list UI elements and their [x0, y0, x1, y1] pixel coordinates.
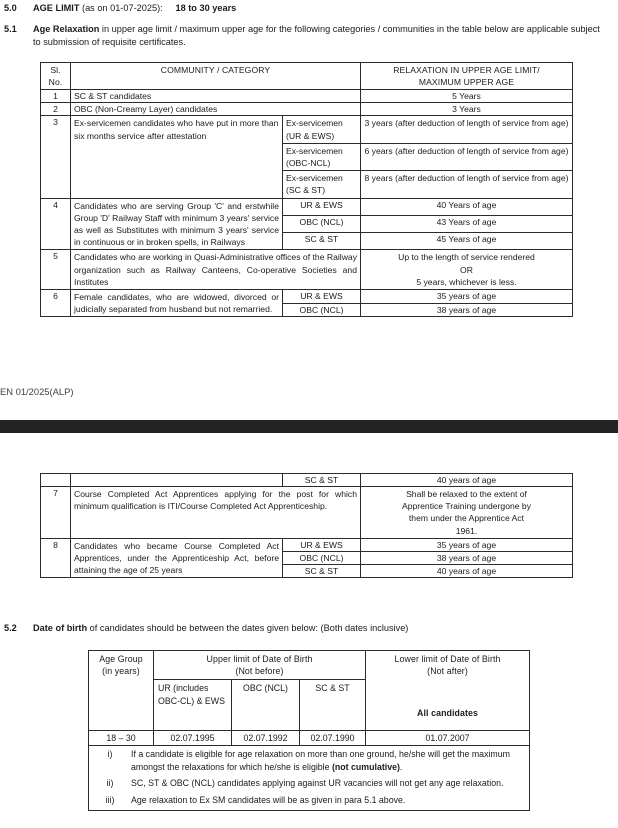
row-sl-no: 8 — [41, 538, 71, 578]
row-sl-no: 6 — [41, 290, 71, 317]
sl-no-line1: Sl. — [50, 65, 61, 75]
lower-limit-line1: Lower limit of Date of Birth — [394, 654, 501, 664]
upper-limit-line1: Upper limit of Date of Birth — [206, 654, 313, 664]
column-header-age-group — [89, 651, 154, 731]
sub-header-scst: SC & ST — [300, 680, 366, 731]
row-relaxation: 3 Years — [361, 103, 573, 116]
table-row — [41, 538, 573, 551]
section-number-5-0: 5.0 — [4, 3, 17, 13]
sl-no-line2: No. — [48, 77, 63, 88]
row-subcategory: UR & EWS — [283, 198, 361, 215]
table-row — [41, 90, 573, 103]
relaxation-line-3: them under the Apprentice Act — [408, 513, 525, 524]
row-subcategory: Ex-servicemen (UR & EWS) — [283, 116, 361, 143]
row-subcategory: SC & ST — [283, 233, 361, 250]
note-text-bold: (not cumulative) — [331, 761, 400, 772]
row-subcategory: SC & ST — [283, 565, 361, 578]
dob-all-date: 01.07.2007 — [366, 731, 530, 746]
dob-notes-row — [89, 746, 530, 811]
column-header-community: COMMUNITY / CATEGORY — [71, 63, 361, 90]
relaxation-line-1: Shall be relaxed to the extent of — [406, 489, 527, 499]
row-subcategory: OBC (NCL) — [283, 552, 361, 565]
note-text-before: If a candidate is eligible for age relaxation on more than one ground, he/she will get the maximum amongst the relaxations for which he/she is eligible — [131, 749, 510, 772]
row-sl-no: 3 — [41, 116, 71, 198]
table-row — [41, 103, 573, 116]
sub-header-obc: OBC (NCL) — [232, 680, 300, 731]
row-relaxation: 40 years of age — [361, 474, 573, 487]
column-header-upper-limit — [154, 651, 366, 680]
age-limit-as-on: (as on 01-07-2025): — [79, 3, 163, 13]
sub-header-all-candidates: All candidates — [417, 708, 479, 719]
row-relaxation: 40 Years of age — [361, 198, 573, 215]
row-subcategory: OBC (NCL) — [283, 215, 361, 232]
row-relaxation: 5 Years — [361, 90, 573, 103]
relaxation-line-2: OR — [460, 264, 473, 275]
row-community: SC & ST candidates — [71, 90, 361, 103]
row-community: OBC (Non-Creamy Layer) candidates — [71, 103, 361, 116]
row-community: Ex-servicemen candidates who have put in more than six months service after attestation — [71, 116, 283, 198]
sub-header-ur: UR (includes OBC-CL) & EWS — [154, 680, 232, 731]
dob-lead: Date of birth — [33, 623, 88, 633]
row-relaxation: 8 years (after deduction of length of service from age) — [361, 171, 573, 198]
row-sl-no: 2 — [41, 103, 71, 116]
section-number-5-2: 5.2 — [4, 623, 17, 633]
row-relaxation — [361, 250, 573, 290]
row-relaxation — [361, 487, 573, 539]
dob-ur-date: 02.07.1995 — [154, 731, 232, 746]
notes-container — [89, 746, 530, 811]
row-relaxation: 3 years (after deduction of length of service from age) — [361, 116, 573, 143]
list-item — [93, 775, 525, 791]
lower-limit-line2: (Not after) — [427, 666, 468, 677]
note-text: Age relaxation to Ex SM candidates will be as given in para 5.1 above. — [131, 794, 406, 805]
relaxation-line-1: Up to the length of service rendered — [398, 252, 535, 263]
row-relaxation: 6 years (after deduction of length of service from age) — [361, 143, 573, 170]
relaxation-line-3: 5 years, whichever is less. — [416, 276, 517, 287]
relaxation-header-line2: MAXIMUM UPPER AGE — [418, 77, 515, 88]
table-row — [41, 198, 573, 215]
section-date-of-birth-body — [33, 622, 618, 635]
note-text — [127, 746, 525, 775]
note-marker: ii) — [106, 778, 114, 789]
row-subcategory: OBC (NCL) — [283, 303, 361, 317]
row-community-empty — [71, 474, 283, 487]
row-relaxation: 38 years of age — [361, 552, 573, 565]
note-text: SC, ST & OBC (NCL) candidates applying against UR vacancies will not get any age relaxation. — [131, 778, 504, 789]
age-limit-value: 18 to 30 years — [175, 3, 237, 13]
row-subcategory: SC & ST — [283, 474, 361, 487]
row-subcategory: Ex-servicemen (OBC-NCL) — [283, 143, 361, 170]
list-item — [93, 792, 525, 808]
document-reference: EN 01/2025(ALP) — [0, 386, 74, 397]
age-relaxation-table-continued — [40, 473, 573, 578]
section-age-relaxation — [0, 23, 618, 49]
row-relaxation: 35 years of age — [361, 538, 573, 551]
table-row — [41, 250, 573, 290]
section-age-relaxation-body — [33, 23, 618, 49]
table-row-continued — [41, 474, 573, 487]
row-sl-no: 7 — [41, 487, 71, 539]
age-group-line2: (in years) — [102, 666, 140, 677]
section-date-of-birth — [0, 622, 618, 635]
column-header-lower-limit — [366, 651, 530, 731]
row-relaxation: 43 Years of age — [361, 215, 573, 232]
table-row — [41, 290, 573, 304]
upper-limit-line2: (Not before) — [235, 666, 284, 677]
relaxation-line-4: 1961. — [455, 525, 478, 536]
row-sl-no: 5 — [41, 250, 71, 290]
row-community: Female candidates, who are widowed, divorced or judicially separated from husband but not remarried. — [71, 290, 283, 317]
row-community: Candidates who are serving Group 'C' and erstwhile Group 'D' Railway Staff with minimum 3 years' service as well as Substitutes with minimum 3 years' service in continuous or in broken spells, in Railways — [71, 198, 283, 250]
table-header-row — [41, 63, 573, 90]
dob-value-row — [89, 731, 530, 746]
age-limit-heading: AGE LIMIT — [33, 3, 80, 13]
row-sl-no: 1 — [41, 90, 71, 103]
notes-list — [93, 746, 525, 808]
note-marker: iii) — [105, 794, 115, 805]
table-row — [41, 487, 573, 539]
table-row — [41, 116, 573, 143]
section-age-limit — [0, 2, 618, 15]
list-item — [93, 746, 525, 775]
row-community: Candidates who are working in Quasi-Administrative offices of the Railway organization such as Railway Canteens, Co-operative Societies and Institutes — [71, 250, 361, 290]
dob-text: of candidates should be between the dates given below: (Both dates inclusive) — [87, 623, 409, 633]
note-text-after: . — [399, 761, 403, 772]
dob-obc-date: 02.07.1992 — [232, 731, 300, 746]
date-of-birth-table — [88, 650, 530, 811]
row-subcategory: UR & EWS — [283, 290, 361, 304]
dob-scst-date: 02.07.1990 — [300, 731, 366, 746]
column-header-sl-no — [41, 63, 71, 90]
age-relaxation-lead: Age Relaxation — [33, 24, 100, 34]
column-header-relaxation — [361, 63, 573, 90]
row-relaxation: 38 years of age — [361, 303, 573, 317]
row-relaxation: 35 years of age — [361, 290, 573, 304]
section-age-limit-body — [33, 2, 618, 15]
relaxation-line-2: Apprentice Training undergone by — [402, 501, 531, 512]
row-sl-no: 4 — [41, 198, 71, 250]
row-relaxation: 45 Years of age — [361, 233, 573, 250]
page-break-band — [0, 420, 618, 433]
row-community: Candidates who became Course Completed Act Apprentices, under the Apprenticeship Act, before attaining the age of 25 years — [71, 538, 283, 578]
age-group-line1: Age Group — [99, 654, 143, 664]
dob-age-group: 18 – 30 — [89, 731, 154, 746]
age-relaxation-table — [40, 62, 573, 317]
row-sl-no-empty — [41, 474, 71, 487]
row-relaxation: 40 years of age — [361, 565, 573, 578]
row-subcategory: UR & EWS — [283, 538, 361, 551]
relaxation-header-line1: RELAXATION IN UPPER AGE LIMIT/ — [393, 65, 540, 75]
note-marker: i) — [107, 749, 113, 760]
age-relaxation-text: in upper age limit / maximum upper age for the following categories / communities in the table below are applicable subject to submission of requisite certificates. — [33, 24, 600, 47]
row-subcategory: Ex-servicemen (SC & ST) — [283, 171, 361, 198]
row-community: Course Completed Act Apprentices applying for the post for which minimum qualification is ITI/Course Completed Act Apprenticeship. — [71, 487, 361, 539]
section-number-5-1: 5.1 — [4, 24, 17, 34]
dob-header-row — [89, 651, 530, 680]
